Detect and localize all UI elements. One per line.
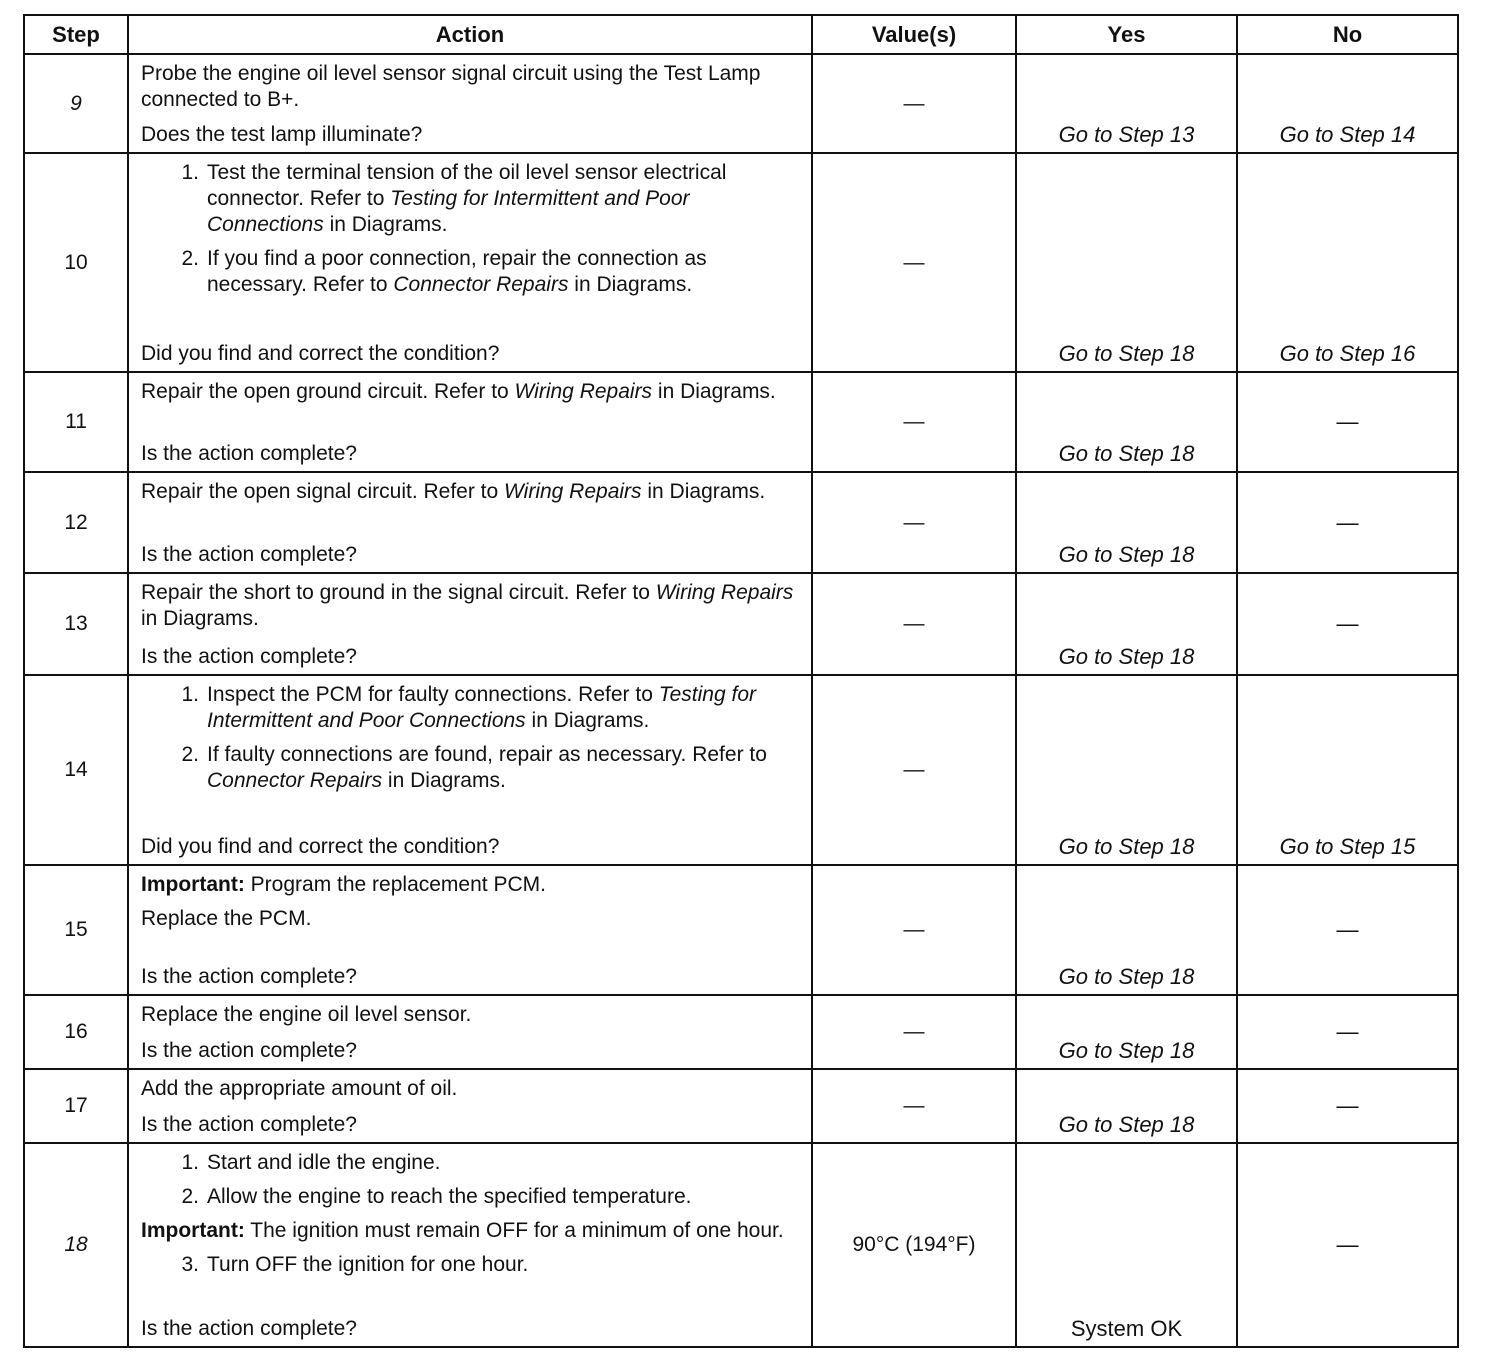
yes-result: Go to Step 18 [1058,834,1195,859]
table-row [24,1069,1458,1143]
text: in Diagrams. [141,607,259,630]
value-cell: — [812,675,1016,865]
step-number: 15 [24,865,128,995]
yes-result: Go to Step 18 [1058,341,1195,366]
no-cell [1237,372,1458,472]
value-cell: — [812,1069,1016,1143]
no-cell [1237,995,1458,1069]
no-result: — [1336,1232,1359,1257]
header-row [24,15,1458,54]
text: Repair the open signal circuit. Refer to [141,480,505,503]
no-result: Go to Step 15 [1279,834,1416,859]
no-cell [1237,573,1458,675]
item-text: in Diagrams. [382,769,506,792]
action-question: Is the action complete? [141,442,357,465]
yes-cell [1016,54,1237,153]
text: in Diagrams. [641,480,766,503]
yes-cell [1016,1069,1237,1143]
value-cell: — [812,472,1016,573]
no-result: — [1336,1093,1359,1118]
yes-cell [1016,153,1237,372]
yes-cell [1016,995,1237,1069]
value-cell: — [812,573,1016,675]
action-text [141,580,803,632]
yes-result: Go to Step 18 [1058,441,1195,466]
important-note [141,872,803,898]
action-text [141,479,803,505]
action-cell [128,472,812,573]
action-list-item [141,1252,803,1278]
item-reference: Wiring Repairs [514,380,653,403]
item-text: Start and idle the engine. [207,1151,441,1174]
action-question: Did you find and correct the condition? [141,342,500,365]
value-cell: — [812,995,1016,1069]
action-list-item [141,682,803,734]
action-text: Replace the PCM. [141,907,312,930]
action-cell [128,995,812,1069]
yes-result: Go to Step 18 [1058,1112,1195,1137]
item-text: Turn OFF the ignition for one hour. [207,1253,529,1276]
no-cell [1237,1069,1458,1143]
no-cell [1237,54,1458,153]
no-cell [1237,472,1458,573]
action-question: Does the test lamp illuminate? [141,123,423,146]
action-list-item [141,160,803,238]
yes-cell [1016,865,1237,995]
action-cell [128,1069,812,1143]
yes-cell [1016,675,1237,865]
no-result: — [1336,611,1359,636]
action-question: Is the action complete? [141,1039,357,1062]
yes-result: Go to Step 18 [1058,542,1195,567]
action-question: Did you find and correct the condition? [141,835,500,858]
value-cell: — [812,865,1016,995]
step-number: 18 [24,1143,128,1347]
action-list-item [141,1150,803,1176]
step-number: 16 [24,995,128,1069]
item-text: Allow the engine to reach the specified temperature. [207,1185,692,1208]
action-cell [128,153,812,372]
action-list-item [141,1184,803,1210]
action-text: Replace the engine oil level sensor. [141,1003,472,1026]
step-number: 11 [24,372,128,472]
step-number: 17 [24,1069,128,1143]
value-cell: — [812,54,1016,153]
step-number: 12 [24,472,128,573]
item-reference: Wiring Repairs [655,581,794,604]
text: in Diagrams. [652,380,776,403]
header-no: No [1237,15,1458,54]
item-reference: Wiring Repairs [504,480,642,503]
table-row [24,153,1458,372]
item-text: in Diagrams. [568,273,693,296]
yes-result: Go to Step 13 [1058,122,1195,147]
item-number: 2. [181,743,199,766]
action-list-item [141,742,803,794]
item-number: 3. [181,1253,199,1276]
important-text: The ignition must remain OFF for a minimum of one hour. [244,1219,784,1242]
no-result: Go to Step 16 [1279,341,1416,366]
important-text: Program the replacement PCM. [244,873,546,896]
step-number: 14 [24,675,128,865]
item-number: 2. [181,1185,199,1208]
no-result: — [1336,917,1359,942]
action-question: Is the action complete? [141,965,357,988]
table-row [24,372,1458,472]
header-action: Action [128,15,812,54]
table-row [24,865,1458,995]
action-cell [128,865,812,995]
action-cell [128,54,812,153]
item-number: 1. [181,161,199,184]
action-cell [128,372,812,472]
yes-cell [1016,573,1237,675]
header-yes: Yes [1016,15,1237,54]
diagnostic-table [23,14,1459,1348]
action-cell [128,573,812,675]
action-list-item [141,246,803,298]
yes-cell [1016,372,1237,472]
table-row [24,472,1458,573]
text: Repair the short to ground in the signal circuit. Refer to [141,581,656,604]
yes-result: Go to Step 18 [1058,644,1195,669]
yes-cell [1016,1143,1237,1347]
table-row [24,675,1458,865]
item-reference: Connector Repairs [207,769,383,792]
item-text: in Diagrams. [525,709,650,732]
action-question: Is the action complete? [141,645,357,668]
no-result: Go to Step 14 [1279,122,1416,147]
action-text [141,379,803,405]
header-values: Value(s) [812,15,1016,54]
item-text: If faulty connections are found, repair as necessary. Refer to [207,743,767,766]
value-cell: 90°C (194°F) [812,1143,1016,1347]
item-reference: Testing for Intermittent and Poor Connections [207,683,756,732]
no-cell [1237,153,1458,372]
item-number: 2. [181,247,199,270]
text: Repair the open ground circuit. Refer to [141,380,515,403]
action-question: Is the action complete? [141,1113,357,1136]
header-step: Step [24,15,128,54]
table-row [24,54,1458,153]
yes-result: Go to Step 18 [1058,964,1195,989]
no-result: — [1336,409,1359,434]
yes-cell [1016,472,1237,573]
yes-result: Go to Step 18 [1058,1038,1195,1063]
action-cell [128,1143,812,1347]
table-row [24,1143,1458,1347]
action-text: Add the appropriate amount of oil. [141,1077,458,1100]
value-cell: — [812,372,1016,472]
item-text: If you find a poor connection, repair the connection as necessary. Refer to [207,247,707,296]
item-text: Test the terminal tension of the oil level sensor electrical connector. Refer to [207,161,727,210]
no-cell [1237,675,1458,865]
action-question: Is the action complete? [141,543,357,566]
action-cell [128,675,812,865]
important-label: Important: [141,873,245,896]
step-number: 13 [24,573,128,675]
value-cell: — [812,153,1016,372]
important-label: Important: [141,1219,245,1242]
step-number: 9 [24,54,128,153]
table-row [24,573,1458,675]
action-text: Probe the engine oil level sensor signal circuit using the Test Lamp connected to B+. [141,62,761,111]
important-note [141,1218,803,1244]
item-number: 1. [181,1151,199,1174]
no-cell [1237,865,1458,995]
table-row [24,995,1458,1069]
action-question: Is the action complete? [141,1317,357,1340]
item-reference: Testing for Intermittent and Poor Connections [207,187,690,236]
item-text: in Diagrams. [323,213,448,236]
no-result: — [1336,1019,1359,1044]
no-result: — [1336,509,1359,535]
item-number: 1. [181,683,199,706]
no-cell [1237,1143,1458,1347]
yes-result: System OK [1070,1316,1183,1341]
item-reference: Connector Repairs [393,273,569,296]
step-number: 10 [24,153,128,372]
item-text: Inspect the PCM for faulty connections. Refer to [207,683,659,706]
